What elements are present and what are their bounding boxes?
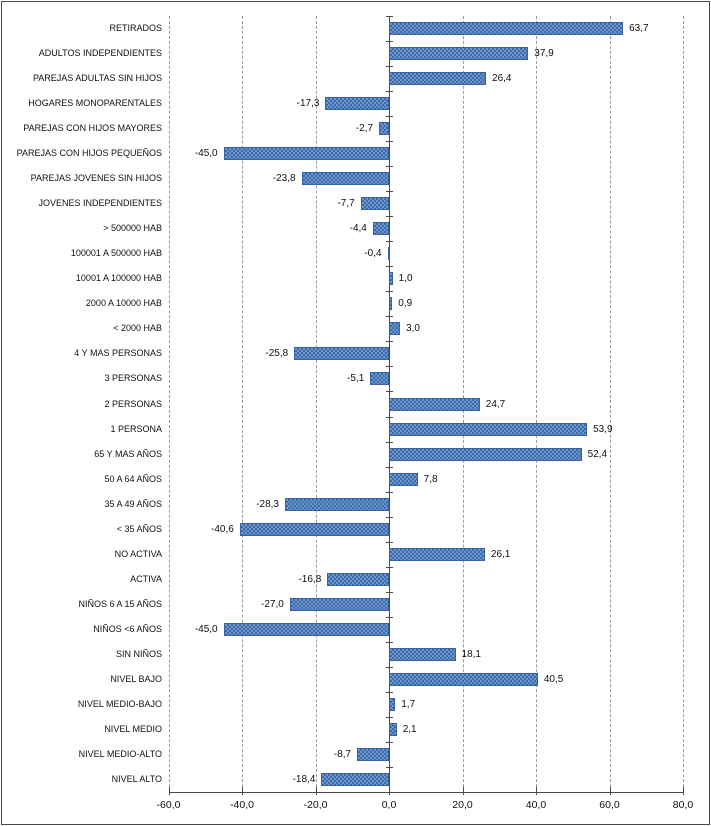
category-label: 2 PERSONAS [104, 398, 162, 409]
value-label: -2,7 [355, 123, 374, 135]
category-label: NIÑOS 6 A 15 AÑOS [78, 598, 162, 609]
bar [302, 172, 389, 185]
bar [389, 648, 456, 661]
category-axis-tick [386, 717, 393, 718]
value-label: -27,0 [260, 598, 284, 610]
category-axis-tick [386, 542, 393, 543]
value-label: -16,8 [298, 573, 322, 585]
bar [389, 322, 400, 335]
bar [389, 272, 393, 285]
value-label: 0,9 [398, 298, 413, 310]
gridline [242, 16, 243, 792]
category-axis-tick [386, 467, 393, 468]
category-axis-tick [386, 492, 393, 493]
gridline [169, 16, 170, 792]
category-label: PAREJAS CON HIJOS MAYORES [23, 123, 162, 134]
category-label: 35 A 49 AÑOS [104, 498, 162, 509]
bar [357, 748, 389, 761]
gridline [316, 16, 317, 792]
gridline [610, 16, 611, 792]
category-label: 65 Y MAS AÑOS [94, 448, 162, 459]
category-label: RETIRADOS [109, 23, 162, 34]
value-label: -40,6 [211, 523, 234, 535]
category-label: NIVEL ALTO [111, 773, 162, 784]
category-axis-tick [386, 642, 393, 643]
value-label: 53,9 [593, 423, 613, 435]
category-axis-tick [386, 266, 393, 267]
bar [370, 372, 389, 385]
value-label: -28,3 [256, 498, 279, 510]
value-label: -23,8 [272, 173, 296, 185]
value-label: 52,4 [587, 448, 608, 460]
category-axis-tick [386, 517, 393, 518]
category-label: 50 A 64 AÑOS [104, 473, 162, 484]
value-axis-tick [316, 787, 317, 795]
value-label: -8,7 [333, 748, 352, 760]
bar [389, 297, 392, 310]
x-tick-label: -60,0 [156, 799, 181, 811]
category-label: PAREJAS ADULTAS SIN HIJOS [32, 73, 162, 84]
bar [321, 773, 389, 786]
x-tick-label: -40,0 [230, 799, 254, 811]
bar [389, 548, 485, 561]
category-axis-tick [386, 366, 393, 367]
category-axis-tick [386, 391, 393, 392]
x-tick-label: 60,0 [599, 799, 620, 811]
value-label: 2,1 [402, 723, 417, 735]
value-axis-tick [169, 787, 170, 795]
value-label: 18,1 [461, 648, 481, 660]
bar [325, 97, 389, 110]
category-label: 1 PERSONA [110, 423, 162, 434]
bar [389, 698, 395, 711]
value-label: -5,1 [347, 373, 365, 385]
gridline [683, 16, 684, 792]
category-axis-tick [386, 767, 393, 768]
bar [373, 222, 389, 235]
category-axis-tick [386, 742, 393, 743]
value-label: 24,7 [485, 398, 506, 410]
x-tick-label: 20,0 [452, 799, 473, 811]
category-axis-tick [386, 617, 393, 618]
value-axis-tick [242, 787, 243, 795]
value-label: 40,5 [543, 673, 564, 685]
category-axis-tick [386, 66, 393, 67]
x-tick-label: 80,0 [672, 799, 694, 811]
category-axis-tick [386, 141, 393, 142]
category-label: NIÑOS <6 AÑOS [93, 623, 162, 634]
value-axis-tick [389, 787, 390, 795]
bar [224, 623, 389, 636]
category-axis-tick [386, 41, 393, 42]
category-label: NO ACTIVA [114, 548, 162, 559]
category-axis-tick [386, 191, 393, 192]
category-label: ACTIVA [130, 573, 162, 584]
bar [389, 723, 397, 736]
category-label: PAREJAS CON HIJOS PEQUEÑOS [16, 148, 162, 159]
value-label: 26,4 [492, 73, 512, 85]
category-axis-tick [386, 567, 393, 568]
category-axis-tick [386, 341, 393, 342]
bar [285, 498, 389, 511]
value-axis-tick [536, 787, 537, 795]
category-axis-tick [386, 692, 393, 693]
value-label: 1,0 [398, 273, 413, 285]
value-label: 3,0 [406, 323, 420, 335]
category-axis-tick [386, 16, 393, 17]
category-label: > 500000 HAB [103, 223, 162, 234]
bar [361, 197, 389, 210]
category-label: PAREJAS JOVENES SIN HIJOS [30, 173, 162, 184]
category-axis-tick [386, 91, 393, 92]
category-axis-tick [386, 417, 393, 418]
category-axis-tick [386, 316, 393, 317]
category-label: 3 PERSONAS [104, 373, 162, 384]
value-label: -45,0 [194, 148, 218, 160]
bar [379, 122, 389, 135]
category-label: HOGARES MONOPARENTALES [28, 98, 162, 109]
category-axis-tick [386, 216, 393, 217]
value-label: 7,8 [423, 473, 438, 485]
category-label: < 2000 HAB [113, 323, 162, 334]
bar [389, 448, 582, 461]
bar [389, 22, 623, 35]
value-label: 1,7 [401, 698, 416, 710]
category-axis-tick [386, 442, 393, 443]
value-label: -7,7 [337, 198, 355, 210]
category-label: JOVENES INDEPENDIENTES [38, 198, 162, 209]
bar [388, 247, 390, 260]
bar [240, 523, 389, 536]
category-label: 100001 A 500000 HAB [70, 248, 162, 259]
bar [327, 573, 389, 586]
category-label: 4 Y MAS PERSONAS [74, 348, 162, 359]
value-label: 37,9 [534, 48, 554, 60]
bar [294, 347, 389, 360]
category-axis-tick [386, 667, 393, 668]
x-tick-label: 40,0 [525, 799, 547, 811]
category-label: NIVEL MEDIO [104, 723, 162, 734]
value-axis-tick [463, 787, 464, 795]
bar [389, 47, 528, 60]
value-axis [169, 792, 685, 793]
value-label: -18,4 [292, 773, 316, 785]
category-axis-tick [386, 291, 393, 292]
category-axis-tick [386, 166, 393, 167]
value-label: -25,8 [265, 348, 289, 360]
value-axis-tick [683, 787, 684, 795]
category-label: NIVEL MEDIO-BAJO [77, 698, 162, 709]
bar [290, 598, 389, 611]
value-label: -45,0 [194, 623, 218, 635]
category-axis-tick [386, 116, 393, 117]
bar [224, 147, 389, 160]
x-tick-label: 0,0 [381, 799, 397, 811]
category-label: ADULTOS INDEPENDIENTES [38, 48, 162, 59]
value-label: 63,7 [629, 23, 649, 35]
value-axis-tick [610, 787, 611, 795]
bar [389, 423, 587, 436]
category-axis-tick [386, 241, 393, 242]
category-label: < 35 AÑOS [116, 523, 162, 534]
value-label: -4,4 [349, 223, 367, 235]
value-label: -0,4 [364, 248, 382, 260]
bar [389, 398, 480, 411]
value-label: -17,3 [296, 98, 320, 110]
x-tick-label: -20,0 [303, 799, 328, 811]
bar [389, 473, 418, 486]
category-label: 10001 A 100000 HAB [75, 273, 162, 284]
bar [389, 72, 486, 85]
category-label: 2000 A 10000 HAB [85, 298, 162, 309]
category-label: NIVEL MEDIO-ALTO [78, 748, 162, 759]
value-label: 26,1 [490, 548, 511, 560]
category-label: NIVEL BAJO [110, 673, 162, 684]
category-axis-tick [386, 592, 393, 593]
bar [389, 673, 538, 686]
category-label: SIN NIÑOS [115, 648, 162, 659]
